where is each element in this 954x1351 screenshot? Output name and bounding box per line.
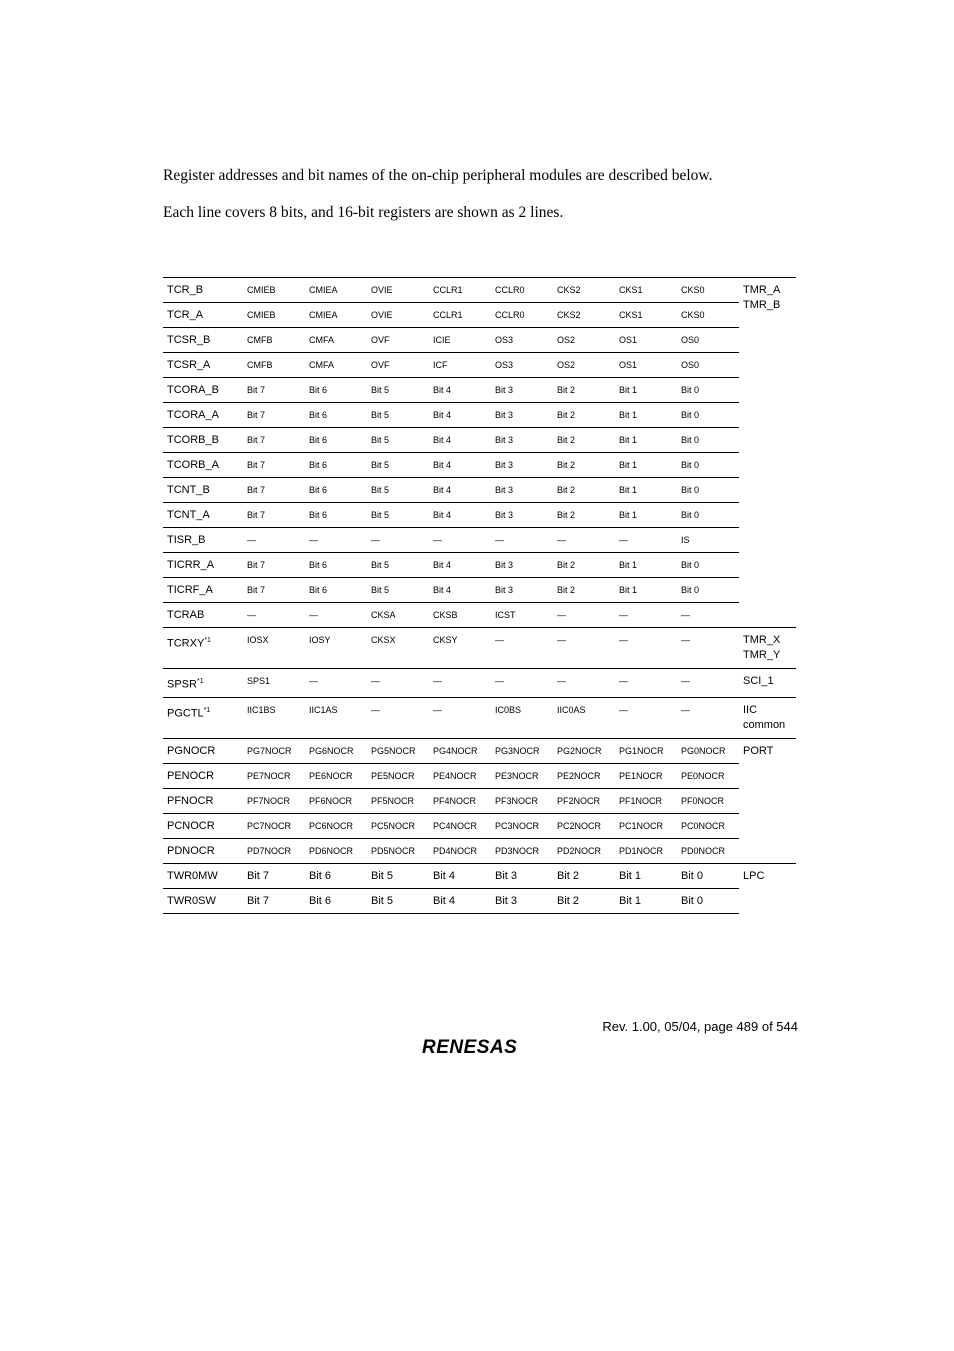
bit-name: — — [677, 697, 739, 738]
intro-line-1: Register addresses and bit names of the on-chip peripheral modules are described below. — [163, 167, 713, 184]
bit-name: CMFA — [305, 353, 367, 378]
bit-name: — — [553, 669, 615, 698]
register-name: PENOCR — [163, 763, 243, 788]
register-name: TCRXY$^{*1}$ — [163, 628, 243, 669]
bit-name: PD1NOCR — [615, 838, 677, 863]
bit-name: CKSY — [429, 628, 491, 669]
register-name: TWR0MW — [163, 863, 243, 888]
bit-name: OS0 — [677, 328, 739, 353]
bit-name: PF0NOCR — [677, 788, 739, 813]
renesas-logo-text: RENESAS — [422, 1037, 518, 1057]
bit-name: Bit 3 — [491, 888, 553, 913]
register-name: TCORB_B — [163, 428, 243, 453]
register-name: PGNOCR — [163, 738, 243, 763]
bit-name: PF4NOCR — [429, 788, 491, 813]
bit-name: PF5NOCR — [367, 788, 429, 813]
bit-name: Bit 6 — [305, 378, 367, 403]
bit-name: Bit 7 — [243, 428, 305, 453]
register-row — [163, 888, 796, 913]
bit-name: CCLR1 — [429, 303, 491, 328]
bit-name: — — [491, 669, 553, 698]
register-row — [163, 403, 796, 428]
bit-name: — — [677, 669, 739, 698]
register-row — [163, 353, 796, 378]
bit-name: PC6NOCR — [305, 813, 367, 838]
bit-name: PG3NOCR — [491, 738, 553, 763]
bit-name: Bit 0 — [677, 453, 739, 478]
bit-name: — — [305, 528, 367, 553]
bit-name: Bit 6 — [305, 428, 367, 453]
bit-name: OVIE — [367, 303, 429, 328]
bit-name: Bit 6 — [305, 578, 367, 603]
bit-name: Bit 2 — [553, 863, 615, 888]
bit-name: Bit 3 — [491, 503, 553, 528]
bit-name: PC7NOCR — [243, 813, 305, 838]
bit-name: — — [553, 528, 615, 553]
bit-name: Bit 0 — [677, 888, 739, 913]
bit-name: Bit 4 — [429, 478, 491, 503]
register-row — [163, 628, 796, 669]
bit-name: Bit 6 — [305, 403, 367, 428]
bit-name: Bit 0 — [677, 428, 739, 453]
bit-name: — — [367, 669, 429, 698]
bit-name: Bit 4 — [429, 503, 491, 528]
register-name: PFNOCR — [163, 788, 243, 813]
bit-name: CMFB — [243, 353, 305, 378]
bit-name: CKSB — [429, 603, 491, 628]
footnote-marker: *1 — [203, 706, 211, 714]
register-row — [163, 863, 796, 888]
bit-name: Bit 6 — [305, 478, 367, 503]
bit-name: PE2NOCR — [553, 763, 615, 788]
bit-name: PD6NOCR — [305, 838, 367, 863]
bit-name: PF2NOCR — [553, 788, 615, 813]
bit-name: CCLR1 — [429, 278, 491, 303]
bit-name: Bit 7 — [243, 578, 305, 603]
bit-name: PD7NOCR — [243, 838, 305, 863]
bit-name: Bit 2 — [553, 428, 615, 453]
module-name: TMR_X TMR_Y — [739, 628, 796, 669]
bit-name: Bit 4 — [429, 428, 491, 453]
bit-name: CMIEB — [243, 303, 305, 328]
register-name: TISR_B — [163, 528, 243, 553]
bit-name: OS1 — [615, 328, 677, 353]
register-row — [163, 478, 796, 503]
bit-name: ICIE — [429, 328, 491, 353]
bit-name: PG4NOCR — [429, 738, 491, 763]
bit-name: — — [367, 528, 429, 553]
register-name: TCSR_A — [163, 353, 243, 378]
bit-name: — — [677, 628, 739, 669]
bit-name: Bit 0 — [677, 403, 739, 428]
register-row — [163, 669, 796, 698]
bit-name: CKS1 — [615, 278, 677, 303]
bit-name: Bit 6 — [305, 503, 367, 528]
bit-name: — — [305, 603, 367, 628]
bit-name: ICST — [491, 603, 553, 628]
register-name: TCORB_A — [163, 453, 243, 478]
bit-name: PD3NOCR — [491, 838, 553, 863]
bit-name: — — [677, 603, 739, 628]
register-name: TICRR_A — [163, 553, 243, 578]
bit-name: Bit 4 — [429, 888, 491, 913]
bit-name: Bit 5 — [367, 428, 429, 453]
bit-name: Bit 6 — [305, 888, 367, 913]
register-name: TCR_A — [163, 303, 243, 328]
bit-name: OS1 — [615, 353, 677, 378]
register-name: TWR0SW — [163, 888, 243, 913]
register-name: TICRF_A — [163, 578, 243, 603]
bit-name: Bit 1 — [615, 453, 677, 478]
bit-name: Bit 3 — [491, 863, 553, 888]
bit-name: — — [243, 603, 305, 628]
register-row — [163, 813, 796, 838]
register-row — [163, 763, 796, 788]
register-row — [163, 738, 796, 763]
bit-name: PG6NOCR — [305, 738, 367, 763]
bit-name: — — [243, 528, 305, 553]
bit-name: PF6NOCR — [305, 788, 367, 813]
renesas-logo — [422, 1035, 542, 1057]
bit-name: CMIEA — [305, 303, 367, 328]
bit-name: Bit 5 — [367, 453, 429, 478]
bit-name: Bit 7 — [243, 453, 305, 478]
register-row — [163, 503, 796, 528]
register-row — [163, 578, 796, 603]
register-row — [163, 453, 796, 478]
bit-name: — — [615, 603, 677, 628]
bit-name: PE3NOCR — [491, 763, 553, 788]
bit-name: Bit 5 — [367, 888, 429, 913]
bit-name: IIC1BS — [243, 697, 305, 738]
bit-name: PC4NOCR — [429, 813, 491, 838]
bit-name: Bit 0 — [677, 553, 739, 578]
register-row — [163, 838, 796, 863]
bit-name: Bit 0 — [677, 478, 739, 503]
bit-name: — — [615, 528, 677, 553]
bit-name: PC2NOCR — [553, 813, 615, 838]
register-name: TCORA_B — [163, 378, 243, 403]
bit-name: — — [429, 528, 491, 553]
bit-name: PF1NOCR — [615, 788, 677, 813]
register-row — [163, 697, 796, 738]
bit-name: CMIEA — [305, 278, 367, 303]
bit-name: Bit 4 — [429, 553, 491, 578]
bit-name: Bit 5 — [367, 863, 429, 888]
bit-name: Bit 7 — [243, 503, 305, 528]
bit-name: — — [615, 697, 677, 738]
bit-name: PE0NOCR — [677, 763, 739, 788]
bit-name: PD4NOCR — [429, 838, 491, 863]
bit-name: CMFB — [243, 328, 305, 353]
bit-name: CKS0 — [677, 278, 739, 303]
bit-name: — — [553, 628, 615, 669]
bit-name: OS3 — [491, 353, 553, 378]
bit-name: OS2 — [553, 353, 615, 378]
bit-name: CCLR0 — [491, 278, 553, 303]
bit-name: PG5NOCR — [367, 738, 429, 763]
bit-name: — — [429, 669, 491, 698]
register-name: PGCTL$^{*1}$ — [163, 697, 243, 738]
bit-name: — — [367, 697, 429, 738]
bit-name: Bit 2 — [553, 888, 615, 913]
bit-name: Bit 7 — [243, 403, 305, 428]
bit-name: Bit 1 — [615, 478, 677, 503]
bit-name: Bit 1 — [615, 553, 677, 578]
bit-name: — — [553, 603, 615, 628]
bit-name: IOSY — [305, 628, 367, 669]
bit-name: Bit 2 — [553, 503, 615, 528]
bit-name: Bit 2 — [553, 403, 615, 428]
bit-name: Bit 3 — [491, 453, 553, 478]
bit-name: CCLR0 — [491, 303, 553, 328]
bit-name: Bit 1 — [615, 378, 677, 403]
register-row — [163, 603, 796, 628]
bit-name: Bit 0 — [677, 863, 739, 888]
bit-name: Bit 1 — [615, 403, 677, 428]
bit-name: OS3 — [491, 328, 553, 353]
bit-name: Bit 7 — [243, 888, 305, 913]
module-name: PORT — [739, 738, 796, 863]
bit-name: PE5NOCR — [367, 763, 429, 788]
bit-name: CKS1 — [615, 303, 677, 328]
bit-name: PC1NOCR — [615, 813, 677, 838]
footnote-marker: *1 — [204, 637, 211, 644]
bit-name: Bit 5 — [367, 378, 429, 403]
register-name: PDNOCR — [163, 838, 243, 863]
bit-name: Bit 1 — [615, 428, 677, 453]
bit-name: Bit 2 — [553, 378, 615, 403]
bit-name: Bit 7 — [243, 378, 305, 403]
bit-name: IIC1AS — [305, 697, 367, 738]
bit-name: PC3NOCR — [491, 813, 553, 838]
module-name: IIC common — [739, 697, 796, 738]
register-name: PCNOCR — [163, 813, 243, 838]
bit-name: PC0NOCR — [677, 813, 739, 838]
bit-name: — — [491, 528, 553, 553]
bit-name: CKSA — [367, 603, 429, 628]
register-name: TCSR_B — [163, 328, 243, 353]
register-row — [163, 428, 796, 453]
register-name: TCORA_A — [163, 403, 243, 428]
bit-name: OS2 — [553, 328, 615, 353]
bit-name: PG1NOCR — [615, 738, 677, 763]
bit-name: OVF — [367, 353, 429, 378]
bit-name: Bit 3 — [491, 403, 553, 428]
bit-name: — — [615, 628, 677, 669]
bit-name: IS — [677, 528, 739, 553]
register-name: TCNT_A — [163, 503, 243, 528]
bit-name: OVF — [367, 328, 429, 353]
bit-name: CKS2 — [553, 278, 615, 303]
bit-name: PF3NOCR — [491, 788, 553, 813]
bit-name: Bit 0 — [677, 578, 739, 603]
bit-name: PD5NOCR — [367, 838, 429, 863]
bit-name: ICF — [429, 353, 491, 378]
bit-name: Bit 5 — [367, 503, 429, 528]
bit-name: PE1NOCR — [615, 763, 677, 788]
bit-name: CMFA — [305, 328, 367, 353]
bit-name: Bit 5 — [367, 478, 429, 503]
bit-name: Bit 4 — [429, 453, 491, 478]
register-row — [163, 788, 796, 813]
bit-name: CMIEB — [243, 278, 305, 303]
bit-name: Bit 0 — [677, 503, 739, 528]
bit-name: IOSX — [243, 628, 305, 669]
bit-name: Bit 4 — [429, 403, 491, 428]
bit-name: Bit 2 — [553, 453, 615, 478]
bit-name: CKSX — [367, 628, 429, 669]
bit-name: Bit 2 — [553, 553, 615, 578]
bit-name: Bit 1 — [615, 863, 677, 888]
bit-name: CKS2 — [553, 303, 615, 328]
bit-name: Bit 3 — [491, 578, 553, 603]
module-name: LPC — [739, 863, 796, 913]
register-name: TCRAB — [163, 603, 243, 628]
register-name: TCR_B — [163, 278, 243, 303]
bit-name: Bit 6 — [305, 863, 367, 888]
register-row — [163, 528, 796, 553]
bit-name: PF7NOCR — [243, 788, 305, 813]
register-name: SPSR$^{*1}$ — [163, 669, 243, 698]
page-footer-revision: Rev. 1.00, 05/04, page 489 of 544 — [602, 1019, 798, 1034]
bit-name: Bit 5 — [367, 403, 429, 428]
bit-name: — — [615, 669, 677, 698]
bit-name: PD0NOCR — [677, 838, 739, 863]
bit-name: Bit 7 — [243, 863, 305, 888]
bit-name: PD2NOCR — [553, 838, 615, 863]
intro-line-2: Each line covers 8 bits, and 16-bit registers are shown as 2 lines. — [163, 204, 564, 221]
bit-name: Bit 7 — [243, 478, 305, 503]
bit-name: — — [491, 628, 553, 669]
bit-name: Bit 2 — [553, 478, 615, 503]
bit-name: OVIE — [367, 278, 429, 303]
bit-name: PE4NOCR — [429, 763, 491, 788]
bit-name: PG2NOCR — [553, 738, 615, 763]
bit-name: PC5NOCR — [367, 813, 429, 838]
bit-name: Bit 4 — [429, 378, 491, 403]
bit-name: Bit 4 — [429, 863, 491, 888]
bit-name: PE7NOCR — [243, 763, 305, 788]
bit-name: PE6NOCR — [305, 763, 367, 788]
bit-name: Bit 1 — [615, 503, 677, 528]
bit-name: PG7NOCR — [243, 738, 305, 763]
bit-name: Bit 7 — [243, 553, 305, 578]
bit-name: Bit 6 — [305, 553, 367, 578]
bit-name: OS0 — [677, 353, 739, 378]
bit-name: CKS0 — [677, 303, 739, 328]
bit-name: Bit 3 — [491, 478, 553, 503]
module-name: SCI_1 — [739, 669, 796, 698]
bit-name: Bit 2 — [553, 578, 615, 603]
bit-name: Bit 3 — [491, 428, 553, 453]
bit-name: IIC0AS — [553, 697, 615, 738]
register-table — [163, 277, 796, 914]
register-row — [163, 553, 796, 578]
module-name: TMR_A TMR_B — [739, 278, 796, 628]
bit-name: PG0NOCR — [677, 738, 739, 763]
register-row — [163, 328, 796, 353]
bit-name: Bit 3 — [491, 553, 553, 578]
bit-name: Bit 5 — [367, 578, 429, 603]
register-row — [163, 378, 796, 403]
bit-name: Bit 1 — [615, 888, 677, 913]
register-name: TCNT_B — [163, 478, 243, 503]
bit-name: IC0BS — [491, 697, 553, 738]
footnote-marker: *1 — [196, 678, 204, 685]
bit-name: Bit 0 — [677, 378, 739, 403]
register-row — [163, 278, 796, 303]
bit-name: Bit 3 — [491, 378, 553, 403]
bit-name: Bit 4 — [429, 578, 491, 603]
bit-name: Bit 5 — [367, 553, 429, 578]
bit-name: SPS1 — [243, 669, 305, 698]
register-row — [163, 303, 796, 328]
bit-name: Bit 6 — [305, 453, 367, 478]
bit-name: — — [305, 669, 367, 698]
bit-name: — — [429, 697, 491, 738]
bit-name: Bit 1 — [615, 578, 677, 603]
